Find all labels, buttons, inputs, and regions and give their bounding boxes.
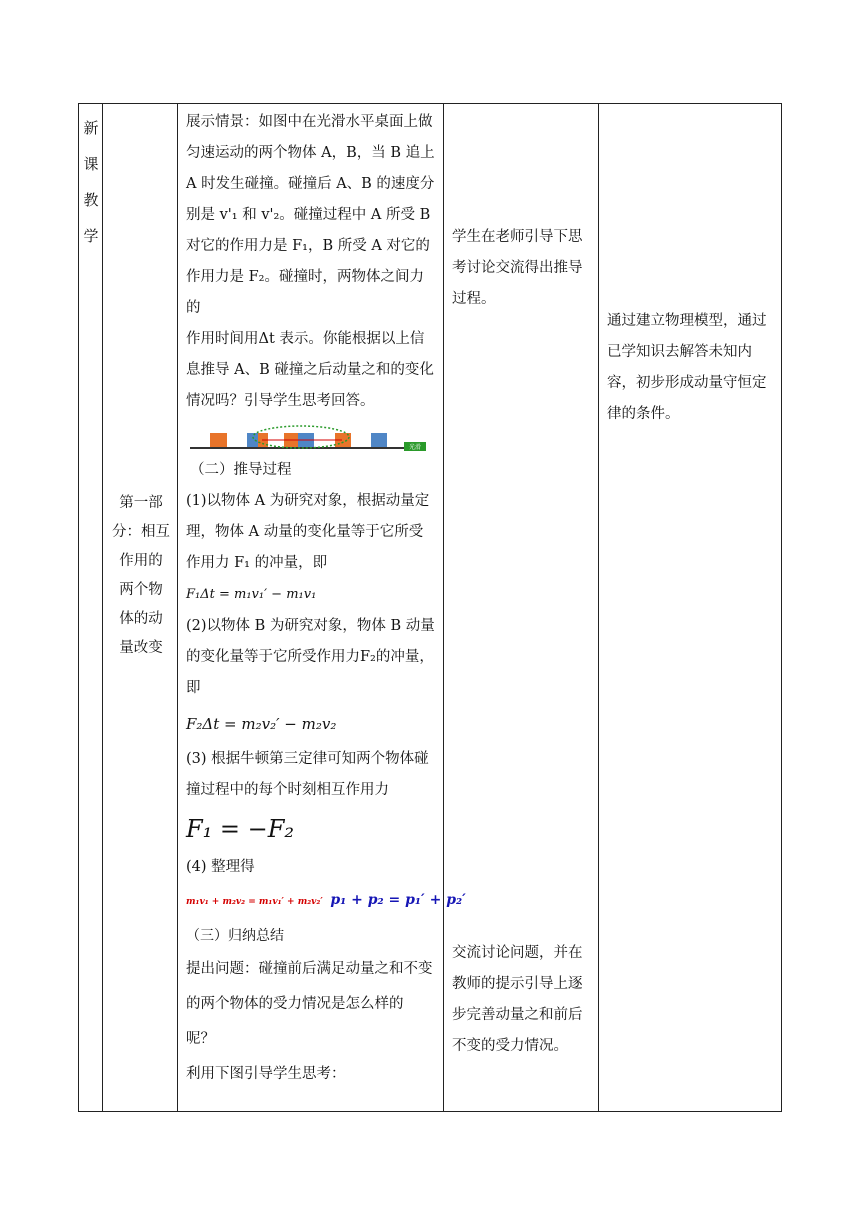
intro-line: 息推导 A、B 碰撞之后动量之和的变化 [186,362,434,378]
step1-line: 作用力 F₁ 的冲量，即 [186,555,328,571]
question-line: 提出问题：碰撞前后满足动量之和不变 [186,961,433,977]
intro-line: 情况吗？引导学生思考回答。 [186,393,375,409]
question-line: 呢？ [186,1031,215,1047]
activity-line: 考讨论交流得出推导 [452,260,583,276]
activity-line: 学生在老师引导下思 [452,229,583,245]
section-label-cell [103,104,178,1111]
stage-char: 学 [83,227,99,245]
block-b [371,433,387,447]
step2-line: 的变化量等于它所受作用力F₂的冲量， [186,649,434,665]
guide-line: 利用下图引导学生思考： [186,1066,346,1082]
equation-conservation [186,883,466,919]
intro-line: 展示情景：如图中在光滑水平桌面上做 [186,114,433,130]
step2-line: 即 [186,680,201,696]
section-label-line: 体的动 [119,611,163,627]
student-activity-2 [452,938,593,1062]
step1-line: 理，物体 A 动量的变化量等于它所受 [186,524,424,540]
design-intent-cell [599,104,783,1111]
activity-line: 教师的提示引导上逐 [452,976,583,992]
activity-line: 过程。 [452,291,496,307]
section-label [109,489,173,663]
activity-line: 步完善动量之和前后 [452,1007,583,1023]
step2-line: (2)以物体 B 为研究对象，物体 B 动量 [186,618,435,634]
activity-line: 不变的受力情况。 [452,1038,568,1054]
intro-line: 作用时间用Δt 表示。你能根据以上信 [186,331,425,347]
step3-line: 撞过程中的每个时刻相互作用力 [186,782,389,798]
equation-momentum-b: F₂Δt = m₂v₂′ − m₂v₂ [186,715,337,733]
section-label-line: 第一部 [119,495,163,511]
section-label-line: 两个物 [119,582,163,598]
step4-line: (4) 整理得 [186,859,255,875]
intent-line: 已学知识去解答未知内 [607,344,752,360]
section-heading-derivation: （二）推导过程 [190,462,292,478]
stage-label [79,110,103,254]
intro-line: 别是 v'₁ 和 v'₂。碰撞过程中 A 所受 B [186,207,431,223]
stage-char: 教 [83,191,99,209]
lesson-table [78,103,782,1112]
equation-newton-third: F₁ = −F₂ [186,815,295,843]
student-activity-cell [444,104,599,1111]
block-a [210,433,227,447]
intro-line: A 时发生碰撞。碰撞后 A、B 的速度分 [186,176,435,192]
section-label-line: 分：相互 [112,524,170,540]
activity-line: 交流讨论问题，并在 [452,945,583,961]
intro-paragraph [186,107,437,417]
question-line: 的两个物体的受力情况是怎么样的 [186,996,404,1012]
equation-conservation-mv: m₁v₁ + m₂v₂ = m₁v₁′ + m₂v₂′ [186,897,323,907]
intro-line: 作用力是 F₂。碰撞时，两物体之间力的 [186,269,424,316]
student-activity-1 [452,222,593,315]
intro-line: 对它的作用力是 F₁，B 所受 A 对它的 [186,238,430,254]
teaching-content-cell [178,104,466,1111]
collision-diagram [190,425,426,455]
stage-char: 新 [83,119,99,137]
section-label-line: 量改变 [119,640,163,656]
equation-conservation-p: p₁ + p₂ = p₁′ + p₂′ [330,892,466,908]
intent-line: 律的条件。 [607,406,680,422]
equation-momentum-a: F₁Δt = m₁v₁′ − m₁v₁ [186,587,317,602]
step3-line: (3) 根据牛顿第三定律可知两个物体碰 [186,751,429,767]
design-intent [607,306,777,430]
stage-char: 课 [83,155,99,173]
section-heading-summary: （三）归纳总结 [186,928,284,944]
intent-line: 通过建立物理模型，通过 [607,313,767,329]
intro-line: 匀速运动的两个物体 A，B，当 B 追上 [186,145,435,161]
intent-line: 容，初步形成动量守恒定 [607,375,767,391]
floor-label: 光滑 [408,444,422,451]
step1-line: (1)以物体 A 为研究对象，根据动量定 [186,493,430,509]
section-label-line: 作用的 [119,553,163,569]
